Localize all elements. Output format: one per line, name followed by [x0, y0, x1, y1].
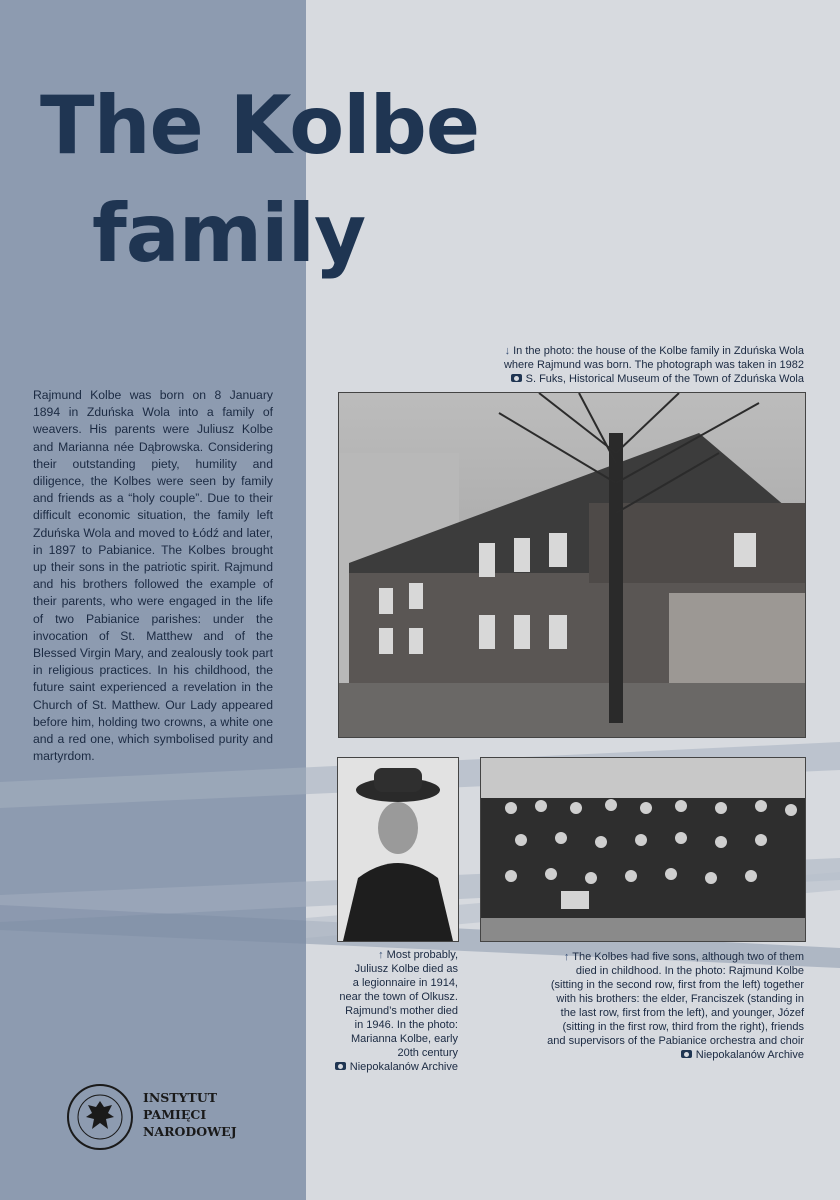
- mother-caption-line7: Marianna Kolbe, early: [350, 1033, 458, 1045]
- arrow-up-icon: ↑: [563, 951, 570, 963]
- sons-caption-line3: (sitting in the second row, first from the left) together: [550, 979, 804, 991]
- camera-icon: [335, 1062, 346, 1070]
- sons-group-photo: [480, 757, 806, 942]
- sons-caption-line5: the last row, first from the left), and younger, Józef: [560, 1007, 804, 1019]
- mother-caption-line2: Juliusz Kolbe died as: [354, 963, 458, 975]
- mother-caption: [316, 948, 458, 1074]
- institute-line3: NARODOWEJ: [143, 1124, 237, 1139]
- sons-caption: [500, 950, 804, 1062]
- mother-caption-line3: a legionnaire in 1914,: [352, 977, 458, 989]
- intro-paragraph: Rajmund Kolbe was born on 8 January 1894 in Zduńska Wola into a family of weavers. His parents were Juliusz Kolbe and Marianna née Dąbrowska. Considering their outstanding piety, humility and diligence, the Kolbes were seen by family and friends as a “holy couple”. Due to their difficult economic situation, the family left Zduńska Wola and moved to Łódź and later, in 1897 to Pabianice. The Kolbes brought up their sons in the patriotic spirit. Rajmund and his brothers followed the example of their parents, who were engaged in the life of two Pabianice parishes: under the invocation of St. Matthew and of the Blessed Virgin Mary, and zealously took part in religious practices. In his childhood, the future saint experienced a revelation in the Church of St. Matthew. Our Lady appeared before him, holding two crowns, a white one and a red one, which symbolised purity and martyrdom.: [33, 388, 273, 764]
- title-line-1: The Kolbe: [40, 79, 480, 172]
- house-credit: S. Fuks, Historical Museum of the Town of Zduńska Wola: [525, 373, 804, 385]
- arrow-down-icon: ↓: [504, 345, 511, 357]
- arrow-up-icon: ↑: [378, 949, 384, 961]
- institute-line2: PAMIĘCI: [143, 1107, 207, 1122]
- sons-caption-line1: The Kolbes had five sons, although two of them: [572, 951, 804, 963]
- institute-name: [143, 1089, 237, 1140]
- house-caption: [424, 344, 804, 386]
- house-caption-line1: In the photo: the house of the Kolbe family in Zduńska Wola: [513, 345, 804, 357]
- sons-caption-line2: died in childhood. In the photo: Rajmund Kolbe: [575, 965, 804, 977]
- mother-credit: Niepokalanów Archive: [349, 1061, 458, 1073]
- mother-caption-line6: in 1946. In the photo:: [354, 1019, 458, 1031]
- house-caption-line2: where Rajmund was born. The photograph was taken in 1982: [503, 359, 804, 371]
- sons-caption-line6: (sitting in the first row, third from the right), friends: [562, 1021, 804, 1033]
- mother-caption-line1: Most probably,: [386, 949, 458, 961]
- camera-icon: [511, 374, 522, 382]
- sons-credit: Niepokalanów Archive: [695, 1049, 804, 1061]
- mother-caption-line8: 20th century: [397, 1047, 458, 1059]
- mother-caption-line5: Rajmund’s mother died: [345, 1005, 458, 1017]
- mother-photo: [337, 757, 459, 942]
- page-title: [40, 72, 479, 288]
- sons-caption-line7: and supervisors of the Pabianice orchestra and choir: [547, 1035, 804, 1047]
- house-photo: [338, 392, 806, 738]
- sons-caption-line4: with his brothers: the elder, Franciszek (standing in: [556, 993, 804, 1005]
- ipn-logo-icon: [66, 1083, 134, 1151]
- mother-caption-line4: near the town of Olkusz.: [339, 991, 458, 1003]
- institute-line1: INSTYTUT: [143, 1090, 218, 1105]
- title-line-2: family: [92, 187, 366, 280]
- camera-icon: [681, 1050, 692, 1058]
